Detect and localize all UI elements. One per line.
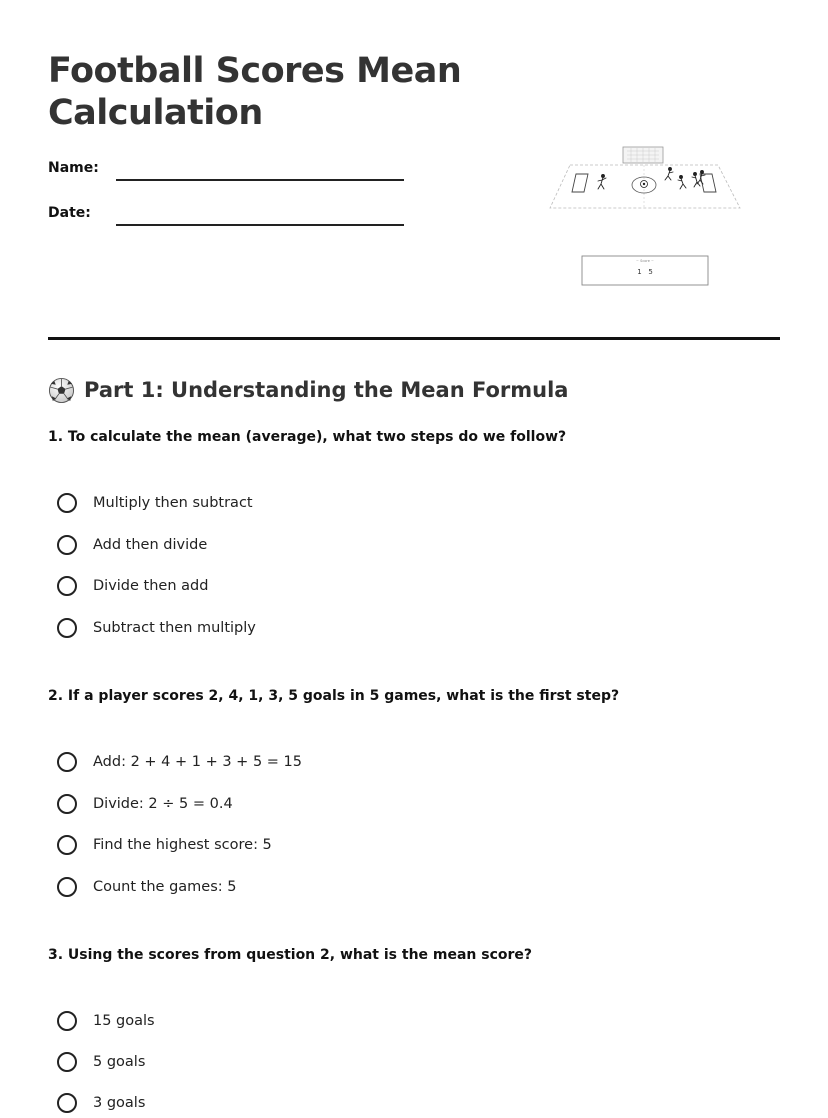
radio-button[interactable] xyxy=(57,752,77,772)
part1-heading-text: Part 1: Understanding the Mean Formula xyxy=(84,378,569,402)
question-1-option-4[interactable] xyxy=(57,615,256,641)
question-1-option-2[interactable] xyxy=(57,532,207,558)
scoreboard-caption: ~ Score ~ xyxy=(636,259,654,263)
option-label: Subtract then multiply xyxy=(93,620,256,636)
question-3-option-2[interactable] xyxy=(57,1049,145,1075)
player-figures-icon xyxy=(598,168,705,190)
question-1-option-3[interactable] xyxy=(57,573,208,599)
section-divider xyxy=(48,337,780,340)
radio-button[interactable] xyxy=(57,794,77,814)
question-2-option-2[interactable] xyxy=(57,791,233,817)
radio-button[interactable] xyxy=(57,835,77,855)
radio-button[interactable] xyxy=(57,1052,77,1072)
option-label: Divide: 2 ÷ 5 = 0.4 xyxy=(93,796,233,812)
scoreboard-icon xyxy=(582,256,708,285)
name-field-row xyxy=(48,160,408,184)
option-label: 15 goals xyxy=(93,1013,155,1029)
option-label: Find the highest score: 5 xyxy=(93,837,272,853)
radio-button[interactable] xyxy=(57,535,77,555)
radio-button[interactable] xyxy=(57,877,77,897)
question-1-option-1[interactable] xyxy=(57,490,253,516)
question-3-text: 3. Using the scores from question 2, what is the mean score? xyxy=(48,947,533,963)
question-2-option-4[interactable] xyxy=(57,874,237,900)
scoreboard-score: 1 5 xyxy=(637,268,653,276)
question-3-option-3[interactable] xyxy=(57,1090,145,1116)
radio-button[interactable] xyxy=(57,493,77,513)
date-label: Date: xyxy=(48,205,91,221)
radio-button[interactable] xyxy=(57,618,77,638)
question-2-text: 2. If a player scores 2, 4, 1, 3, 5 goals in 5 games, what is the first step? xyxy=(48,688,620,704)
question-2-option-1[interactable] xyxy=(57,749,302,775)
football-field-illustration xyxy=(546,144,746,292)
worksheet-title: Football Scores Mean Calculation xyxy=(48,51,462,133)
goal-net-icon xyxy=(623,147,663,163)
date-field-row xyxy=(48,205,408,229)
question-2-option-3[interactable] xyxy=(57,832,272,858)
ball-icon xyxy=(641,181,648,188)
option-label: Divide then add xyxy=(93,578,209,594)
radio-button[interactable] xyxy=(57,576,77,596)
option-label: 5 goals xyxy=(93,1054,146,1070)
soccer-ball-icon xyxy=(48,377,75,404)
part1-heading xyxy=(48,374,568,406)
option-label: Add then divide xyxy=(93,537,208,553)
question-3-option-1[interactable] xyxy=(57,1008,155,1034)
date-input-line[interactable] xyxy=(116,224,404,226)
name-input-line[interactable] xyxy=(116,179,404,181)
name-label: Name: xyxy=(48,160,99,176)
option-label: Multiply then subtract xyxy=(93,495,253,511)
option-label: 3 goals xyxy=(93,1095,146,1111)
question-1-text: 1. To calculate the mean (average), what two steps do we follow? xyxy=(48,429,567,445)
radio-button[interactable] xyxy=(57,1011,77,1031)
option-label: Count the games: 5 xyxy=(93,879,237,895)
option-label: Add: 2 + 4 + 1 + 3 + 5 = 15 xyxy=(93,754,302,770)
radio-button[interactable] xyxy=(57,1093,77,1113)
